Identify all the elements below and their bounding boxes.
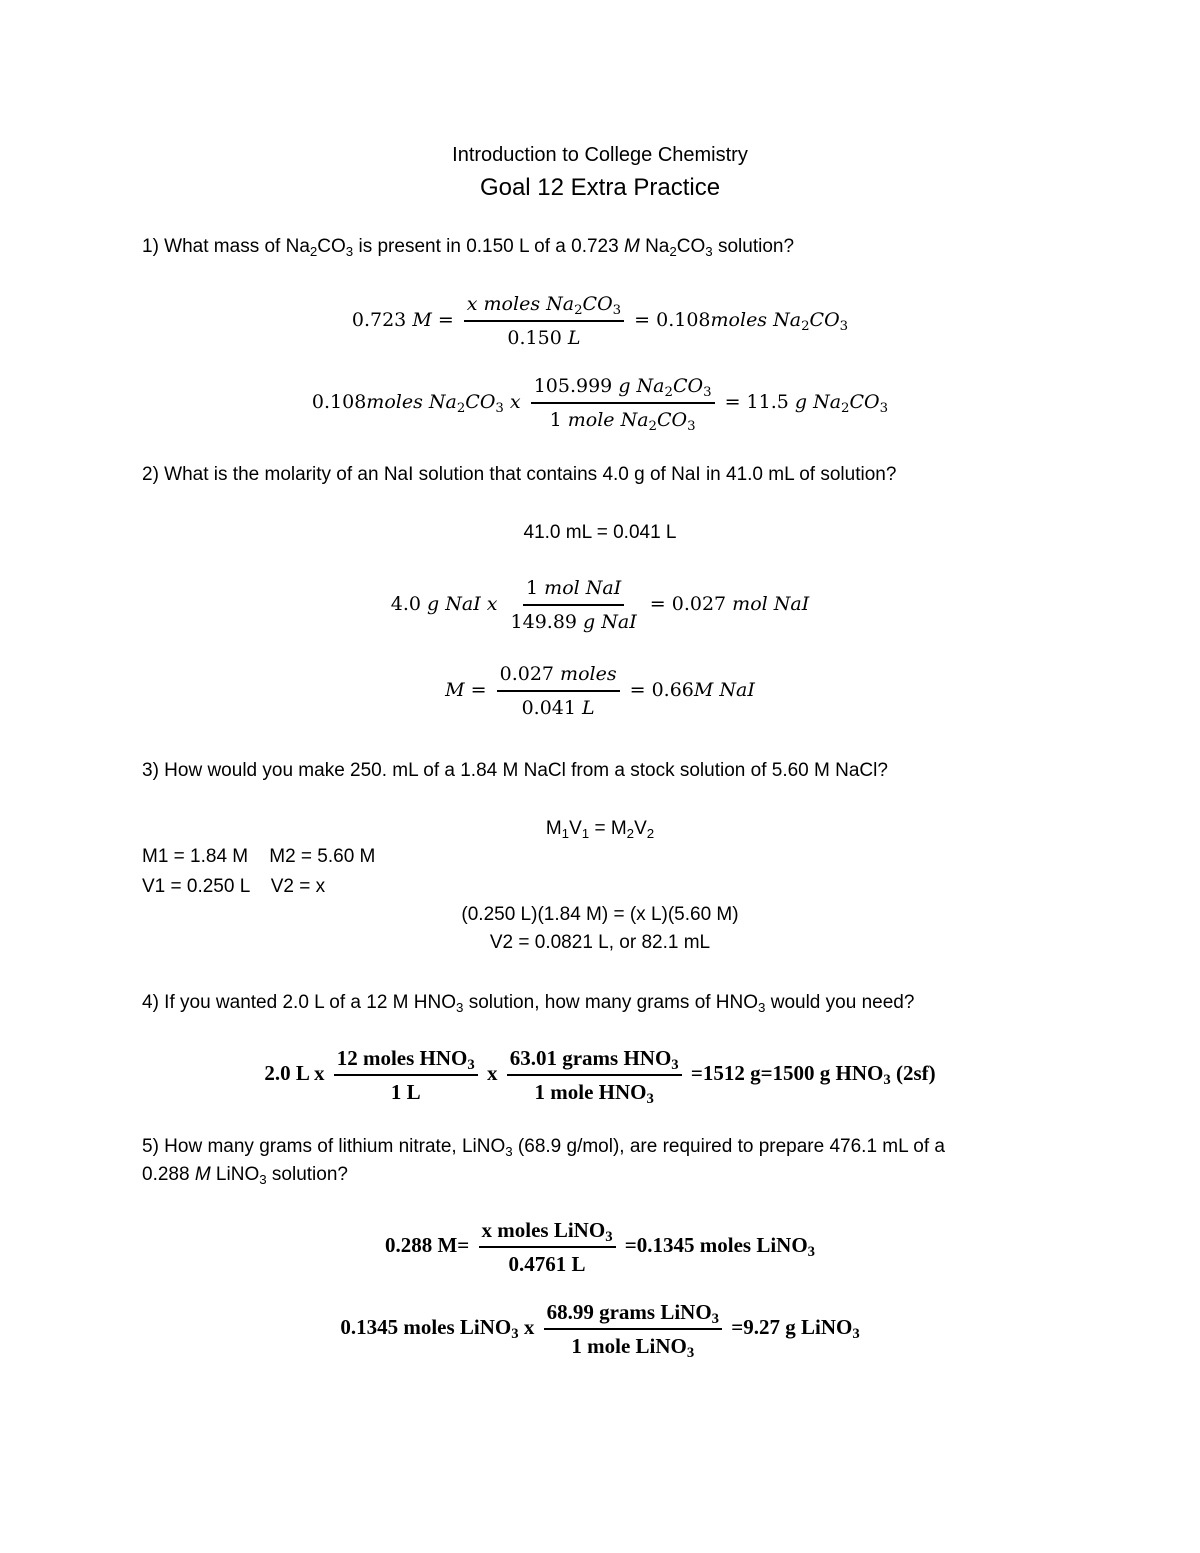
q1-equation-2: 0.108moles $Na_2CO_3$ x $\frac{105.999 g Na_2CO_3}{1 mole Na_2CO_3}$ = 11.5 g $Na_2CO_3$ bbox=[0, 372, 1200, 434]
q1-fraction-1: $\frac{x moles Na_2CO_3}{0.150 L}$ bbox=[464, 290, 624, 352]
q3-calculation-2: V2 = 0.0821 L, or 82.1 mL bbox=[489, 932, 711, 953]
q3-m-values: M1 = 1.84 M M2 = 5.60 M bbox=[142, 846, 376, 867]
q2-conversion: 41.0 mL = 0.041 L bbox=[523, 522, 677, 543]
q2-equation-1: 4.0 g NaI x $\frac{\text{1 mol NaI}}{\text{149.89 g NaI}}$ = 0.027 mol NaI bbox=[0, 574, 1200, 636]
q3-calculation-1: (0.250 L)(1.84 M) = (x L)(5.60 M) bbox=[461, 904, 739, 925]
page-title: Goal 12 Extra Practice bbox=[479, 174, 721, 201]
q2-fraction-1: $\frac{\text{1 mol NaI}}{\text{149.89 g NaI}}$ bbox=[508, 574, 640, 636]
question-5-line-1: 5) How many grams of lithium nitrate, LiNO$_3$ (68.9 g/mol), are required to prepare 476.1 mL of a bbox=[142, 1136, 945, 1159]
course-title: Introduction to College Chemistry bbox=[452, 144, 748, 166]
q4-fraction-2: $\frac{63.01 grams HNO_3}{1 mole HNO_3}$ bbox=[507, 1044, 682, 1106]
question-4: 4) If you wanted 2.0 L of a 12 M $HNO_3$ solution, how many grams of $HNO_3$ would you need? bbox=[142, 992, 915, 1015]
q1-equation-1: 0.723 M = $\frac{x moles Na_2CO_3}{0.150 L}$ = 0.108moles $Na_2CO_3$ bbox=[0, 290, 1200, 352]
q3-formula: $M_1V_1 = M_2V_2$ bbox=[545, 818, 655, 841]
q3-v-values: V1 = 0.250 L V2 = x bbox=[142, 876, 326, 897]
question-3: 3) How would you make 250. mL of a 1.84 M NaCl from a stock solution of 5.60 M NaCl? bbox=[142, 760, 888, 781]
question-1: 1) What mass of $Na_2CO_3$ is present in 0.150 L of a 0.723 M $Na_2CO_3$ solution? bbox=[142, 236, 795, 259]
q2-fraction-2: $\frac{\text{0.027 moles}}{0.041 L}$ bbox=[497, 660, 620, 722]
q5-fraction-1: $\frac{x moles LiNO_3}{0.4761 L}$ bbox=[479, 1216, 616, 1278]
q4-fraction-1: $\frac{12 moles HNO_3}{1 L}$ bbox=[334, 1044, 478, 1106]
q2-equation-2: M = $\frac{\text{0.027 moles}}{0.041 L}$ = 0.66M NaI bbox=[0, 660, 1200, 722]
q5-equation-2: 0.1345 moles LiNO$_3$ x $\frac{68.99 grams LiNO_3}{1 mole LiNO_3}$ =9.27 g LiNO$_3$ bbox=[340, 1300, 860, 1361]
q5-fraction-2: $\frac{68.99 grams LiNO_3}{1 mole LiNO_3}$ bbox=[544, 1298, 722, 1360]
question-2: 2) What is the molarity of an NaI solution that contains 4.0 g of NaI in 41.0 mL of solution? bbox=[142, 464, 897, 485]
q1-fraction-2: $\frac{105.999 g Na_2CO_3}{1 mole Na_2CO_3}$ bbox=[531, 372, 715, 434]
q5-equation-1: 0.288 M= $\frac{x moles LiNO_3}{0.4761 L}$ =0.1345 moles LiNO$_3$ bbox=[384, 1218, 816, 1276]
q4-equation: 2.0 L x $\frac{12 moles HNO_3}{1 L}$ x $\frac{63.01 grams HNO_3}{1 mole HNO_3}$ =1512 g=1500 g $HNO_3$ (2sf) bbox=[264, 1046, 936, 1107]
question-5-line-2: 0.288 M LiNO$_3$ solution? bbox=[142, 1164, 348, 1187]
